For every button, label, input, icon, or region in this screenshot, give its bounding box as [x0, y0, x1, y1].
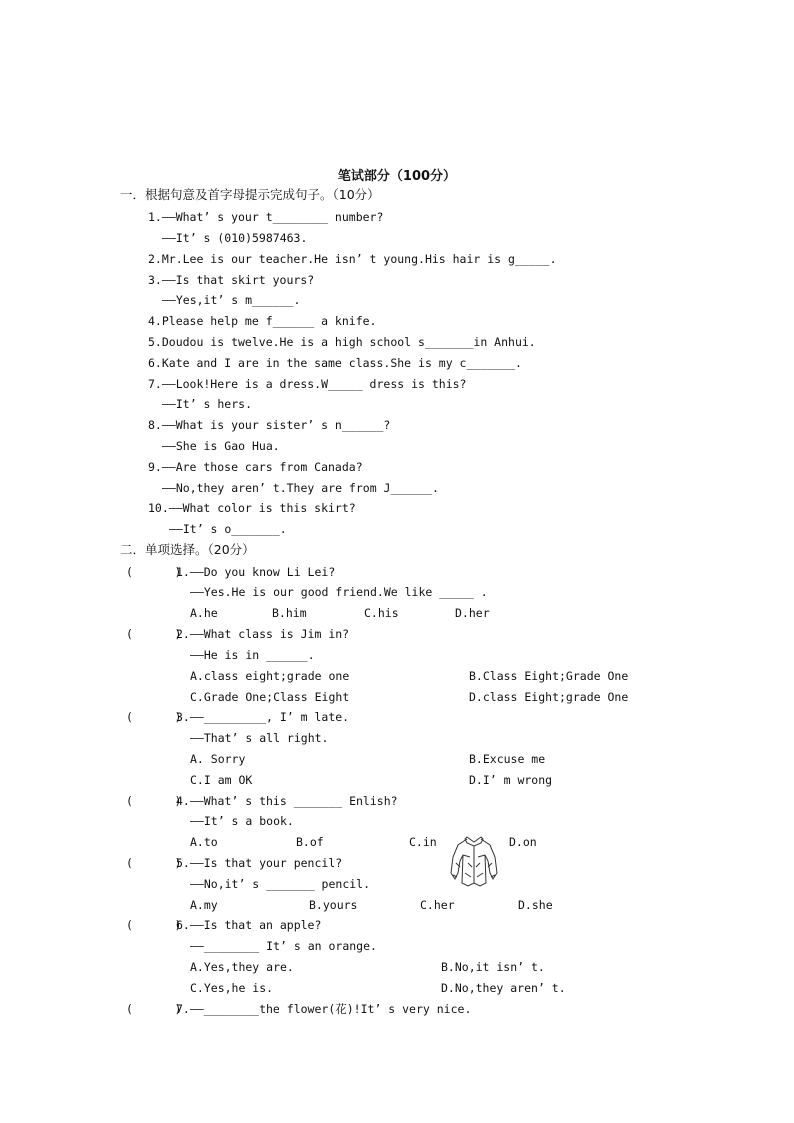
q2-option-c: C.Grade One;Class Eight [190, 690, 350, 704]
s1-line-13: 9.——Are those cars from Canada? [148, 460, 363, 474]
section-1-heading: 一．根据句意及首字母提示完成句子。（10分） [120, 187, 380, 202]
q5-option-a: A.my [190, 898, 218, 912]
q2-answer: ——He is in ______. [190, 648, 315, 662]
answer-paren-1[interactable]: ( ) [126, 565, 182, 579]
q5-option-c: C.her [420, 898, 455, 912]
s1-line-5: ——Yes,it’ s m______. [162, 293, 301, 307]
answer-paren-3[interactable]: ( ) [126, 710, 182, 724]
answer-paren-5[interactable]: ( ) [126, 856, 182, 870]
q2-option-d: D.class Eight;grade One [469, 690, 629, 704]
s1-line-12: ——She is Gao Hua. [162, 439, 280, 453]
q6-option-d: D.No,they aren’ t. [441, 981, 566, 995]
answer-paren-7[interactable]: ( ) [126, 1002, 182, 1016]
s1-line-9: 7.——Look!Here is a dress.W_____ dress is this? [148, 377, 467, 391]
q2-option-b: B.Class Eight;Grade One [469, 669, 629, 683]
q3-option-a: A. Sorry [190, 752, 246, 766]
q5-question: 5.——Is that your pencil? [176, 856, 343, 870]
q3-option-c: C.I am OK [190, 773, 253, 787]
s1-line-3: 2.Mr.Lee is our teacher.He isn’ t young.His hair is g_____. [148, 252, 557, 266]
q3-answer: ——That’ s all right. [190, 731, 329, 745]
q5-answer: ——No,it’ s _______ pencil. [190, 877, 371, 891]
s1-line-11: 8.——What is your sister’ s n______? [148, 418, 391, 432]
q2-question: 2.——What class is Jim in? [176, 627, 350, 641]
q6-option-b: B.No,it isn’ t. [441, 960, 545, 974]
q4-question: 4.——What’ s this _______ Enlish? [176, 794, 398, 808]
q1-answer: ——Yes.He is our good friend.We like _____ . [190, 585, 488, 599]
s1-line-6: 4.Please help me f______ a knife. [148, 314, 377, 328]
q1-question: 1.——Do you know Li Lei? [176, 565, 336, 579]
s1-line-16: ——It’ s o_______. [169, 522, 287, 536]
q6-answer: ——________ It’ s an orange. [190, 939, 377, 953]
q4-option-b: B.of [296, 835, 324, 849]
answer-paren-6[interactable]: ( ) [126, 918, 182, 932]
q1-option-d: D.her [455, 606, 490, 620]
q2-option-a: A.class eight;grade one [190, 669, 350, 683]
answer-paren-4[interactable]: ( ) [126, 794, 182, 808]
q6-question: 6.——Is that an apple? [176, 918, 322, 932]
page-title: 笔试部分（100分） [337, 169, 457, 184]
q6-option-a: A.Yes,they are. [190, 960, 294, 974]
q3-option-b: B.Excuse me [469, 752, 546, 766]
s1-line-7: 5.Doudou is twelve.He is a high school s_______in Anhui. [148, 335, 536, 349]
answer-paren-2[interactable]: ( ) [126, 627, 182, 641]
q4-answer: ——It’ s a book. [190, 814, 294, 828]
s1-line-2: ——It’ s (010)5987463. [162, 231, 308, 245]
q4-option-d: D.on [509, 835, 537, 849]
q1-option-c: C.his [364, 606, 399, 620]
s1-line-8: 6.Kate and I are in the same class.She is my c_______. [148, 356, 522, 370]
q7-question: 7.——________the flower(花)!It’ s very nice. [176, 1002, 472, 1016]
dress-illustration [448, 833, 500, 889]
s1-line-4: 3.——Is that skirt yours? [148, 273, 315, 287]
q4-option-a: A.to [190, 835, 218, 849]
q5-option-b: B.yours [309, 898, 358, 912]
q1-option-a: A.he [190, 606, 218, 620]
s1-line-10: ——It’ s hers. [162, 397, 253, 411]
q3-option-d: D.I’ m wrong [469, 773, 553, 787]
q6-option-c: C.Yes,he is. [190, 981, 274, 995]
section-2-heading: 二．单项选择。（20分） [120, 542, 255, 557]
q5-option-d: D.she [518, 898, 553, 912]
s1-line-14: ——No,they aren’ t.They are from J______. [162, 481, 439, 495]
q1-option-b: B.him [272, 606, 307, 620]
q3-question: 3.——_________, I’ m late. [176, 710, 350, 724]
q4-option-c: C.in [409, 835, 437, 849]
s1-line-15: 10.——What color is this skirt? [148, 501, 356, 515]
s1-line-1: 1.——What’ s your t________ number? [148, 210, 384, 224]
